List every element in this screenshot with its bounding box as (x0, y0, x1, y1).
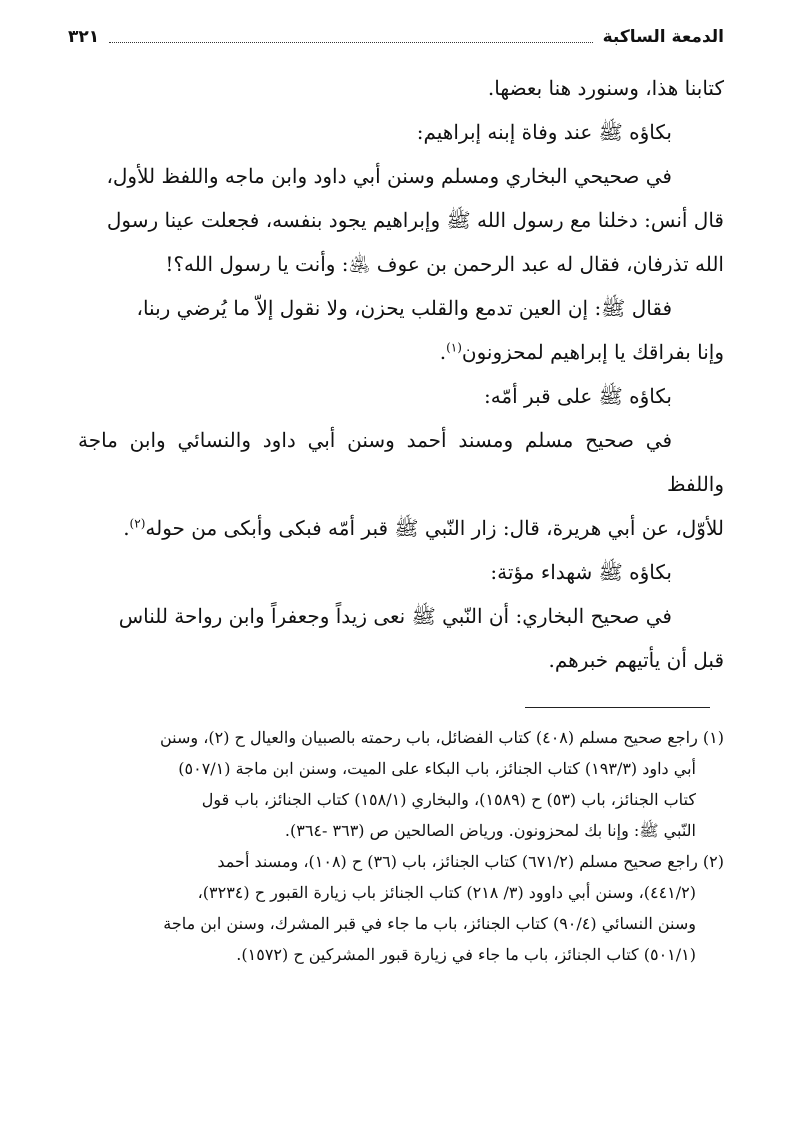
footnotes (86, 722, 724, 970)
footnote-2-line-3: وسنن النسائي (٩٠/٤) كتاب الجنائز، باب ما جاء في قبر المشرك، وسنن ابن ماجة (163, 914, 696, 933)
footnote-1-line-1: (١) راجع صحيح مسلم (٤٠٨) كتاب الفضائل، باب رحمته بالصبيان والعيال ح (٢)، وسنن (159, 728, 724, 747)
paragraph-5-line-1: في صحيح البخاري: أن النّبي ﷺ نعى زيداً وجعفراً وابن رواحة للناس (118, 604, 672, 628)
footnote-ref-1[interactable]: (١) (446, 340, 462, 355)
footnote-divider (525, 707, 710, 708)
page-number: ٣٢١ (68, 27, 100, 47)
header-dotted-rule (109, 32, 592, 43)
paragraph-1: كتابنا هذا، وسنورد هنا بعضها. (487, 76, 724, 100)
paragraph-5-line-2: قبل أن يأتيهم خبرهم. (548, 648, 724, 672)
paragraph-4-text: للأوّل، عن أبي هريرة، قال: زار النّبي ﷺ قبر أمّه فبكى وأبكى من حوله (145, 516, 724, 540)
paragraph-4-line-2 (78, 506, 724, 550)
book-title: الدمعة الساكبة (602, 27, 724, 47)
section-heading-1: بكاؤه ﷺ عند وفاة إبنه إبراهيم: (416, 120, 672, 144)
paragraph-2-line-1: في صحيحي البخاري ومسلم وسنن أبي داود وابن ماجه واللفظ للأول، (106, 164, 672, 188)
paragraph-2-line-2: قال أنس: دخلنا مع رسول الله ﷺ وإبراهيم يجود بنفسه، فجعلت عينا رسول (106, 208, 724, 232)
paragraph-2-line-3: الله تذرفان، فقال له عبد الرحمن بن عوف ﵁: وأنت يا رسول الله؟! (165, 252, 724, 276)
footnote-1-line-4: النّبي ﷺ: وإنا بك لمحزونون. ورياض الصالحين ص (٣٦٣ -٣٦٤). (284, 821, 696, 840)
paragraph-3-end: . (439, 340, 447, 364)
footnote-2-line-1: (٢) راجع صحيح مسلم (٦٧١/٢) كتاب الجنائز، باب (٣٦) ح (١٠٨)، ومسند أحمد (217, 852, 724, 871)
main-text (78, 66, 724, 682)
running-header (68, 22, 724, 52)
footnote-ref-2[interactable]: (٢) (129, 516, 146, 531)
paragraph-3-text: وإنا بفراقك يا إبراهيم لمحزونون (461, 340, 724, 364)
footnote-1-line-2: أبي داود (١٩٣/٣) كتاب الجنائز، باب البكاء على الميت، وسنن ابن ماجة (٥٠٧/١) (178, 759, 696, 778)
section-heading-3: بكاؤه ﷺ شهداء مؤتة: (490, 560, 672, 584)
section-heading-2: بكاؤه ﷺ على قبر أمّه: (483, 384, 672, 408)
footnote-2-line-2: (٤٤١/٢)، وسنن أبي داوود (٣/ ٢١٨) كتاب الجنائز باب زيارة القبور ح (٣٢٣٤)، (197, 883, 696, 902)
paragraph-4-end: . (123, 516, 130, 540)
paragraph-3-line-2 (78, 330, 724, 374)
paragraph-3-line-1: فقال ﷺ: إن العين تدمع والقلب يحزن، ولا نقول إلاّ ما يُرضي ربنا، (136, 296, 672, 320)
footnote-1-line-3: كتاب الجنائز، باب (٥٣) ح (١٥٨٩)، والبخاري (١٥٨/١) كتاب الجنائز، باب قول (201, 790, 696, 809)
footnote-2-line-4: (٥٠١/١) كتاب الجنائز، باب ما جاء في زيارة قبور المشركين ح (١٥٧٢). (236, 945, 696, 964)
paragraph-4-line-1: في صحيح مسلم ومسند أحمد وسنن أبي داود والنسائي وابن ماجة واللفظ (78, 428, 724, 496)
